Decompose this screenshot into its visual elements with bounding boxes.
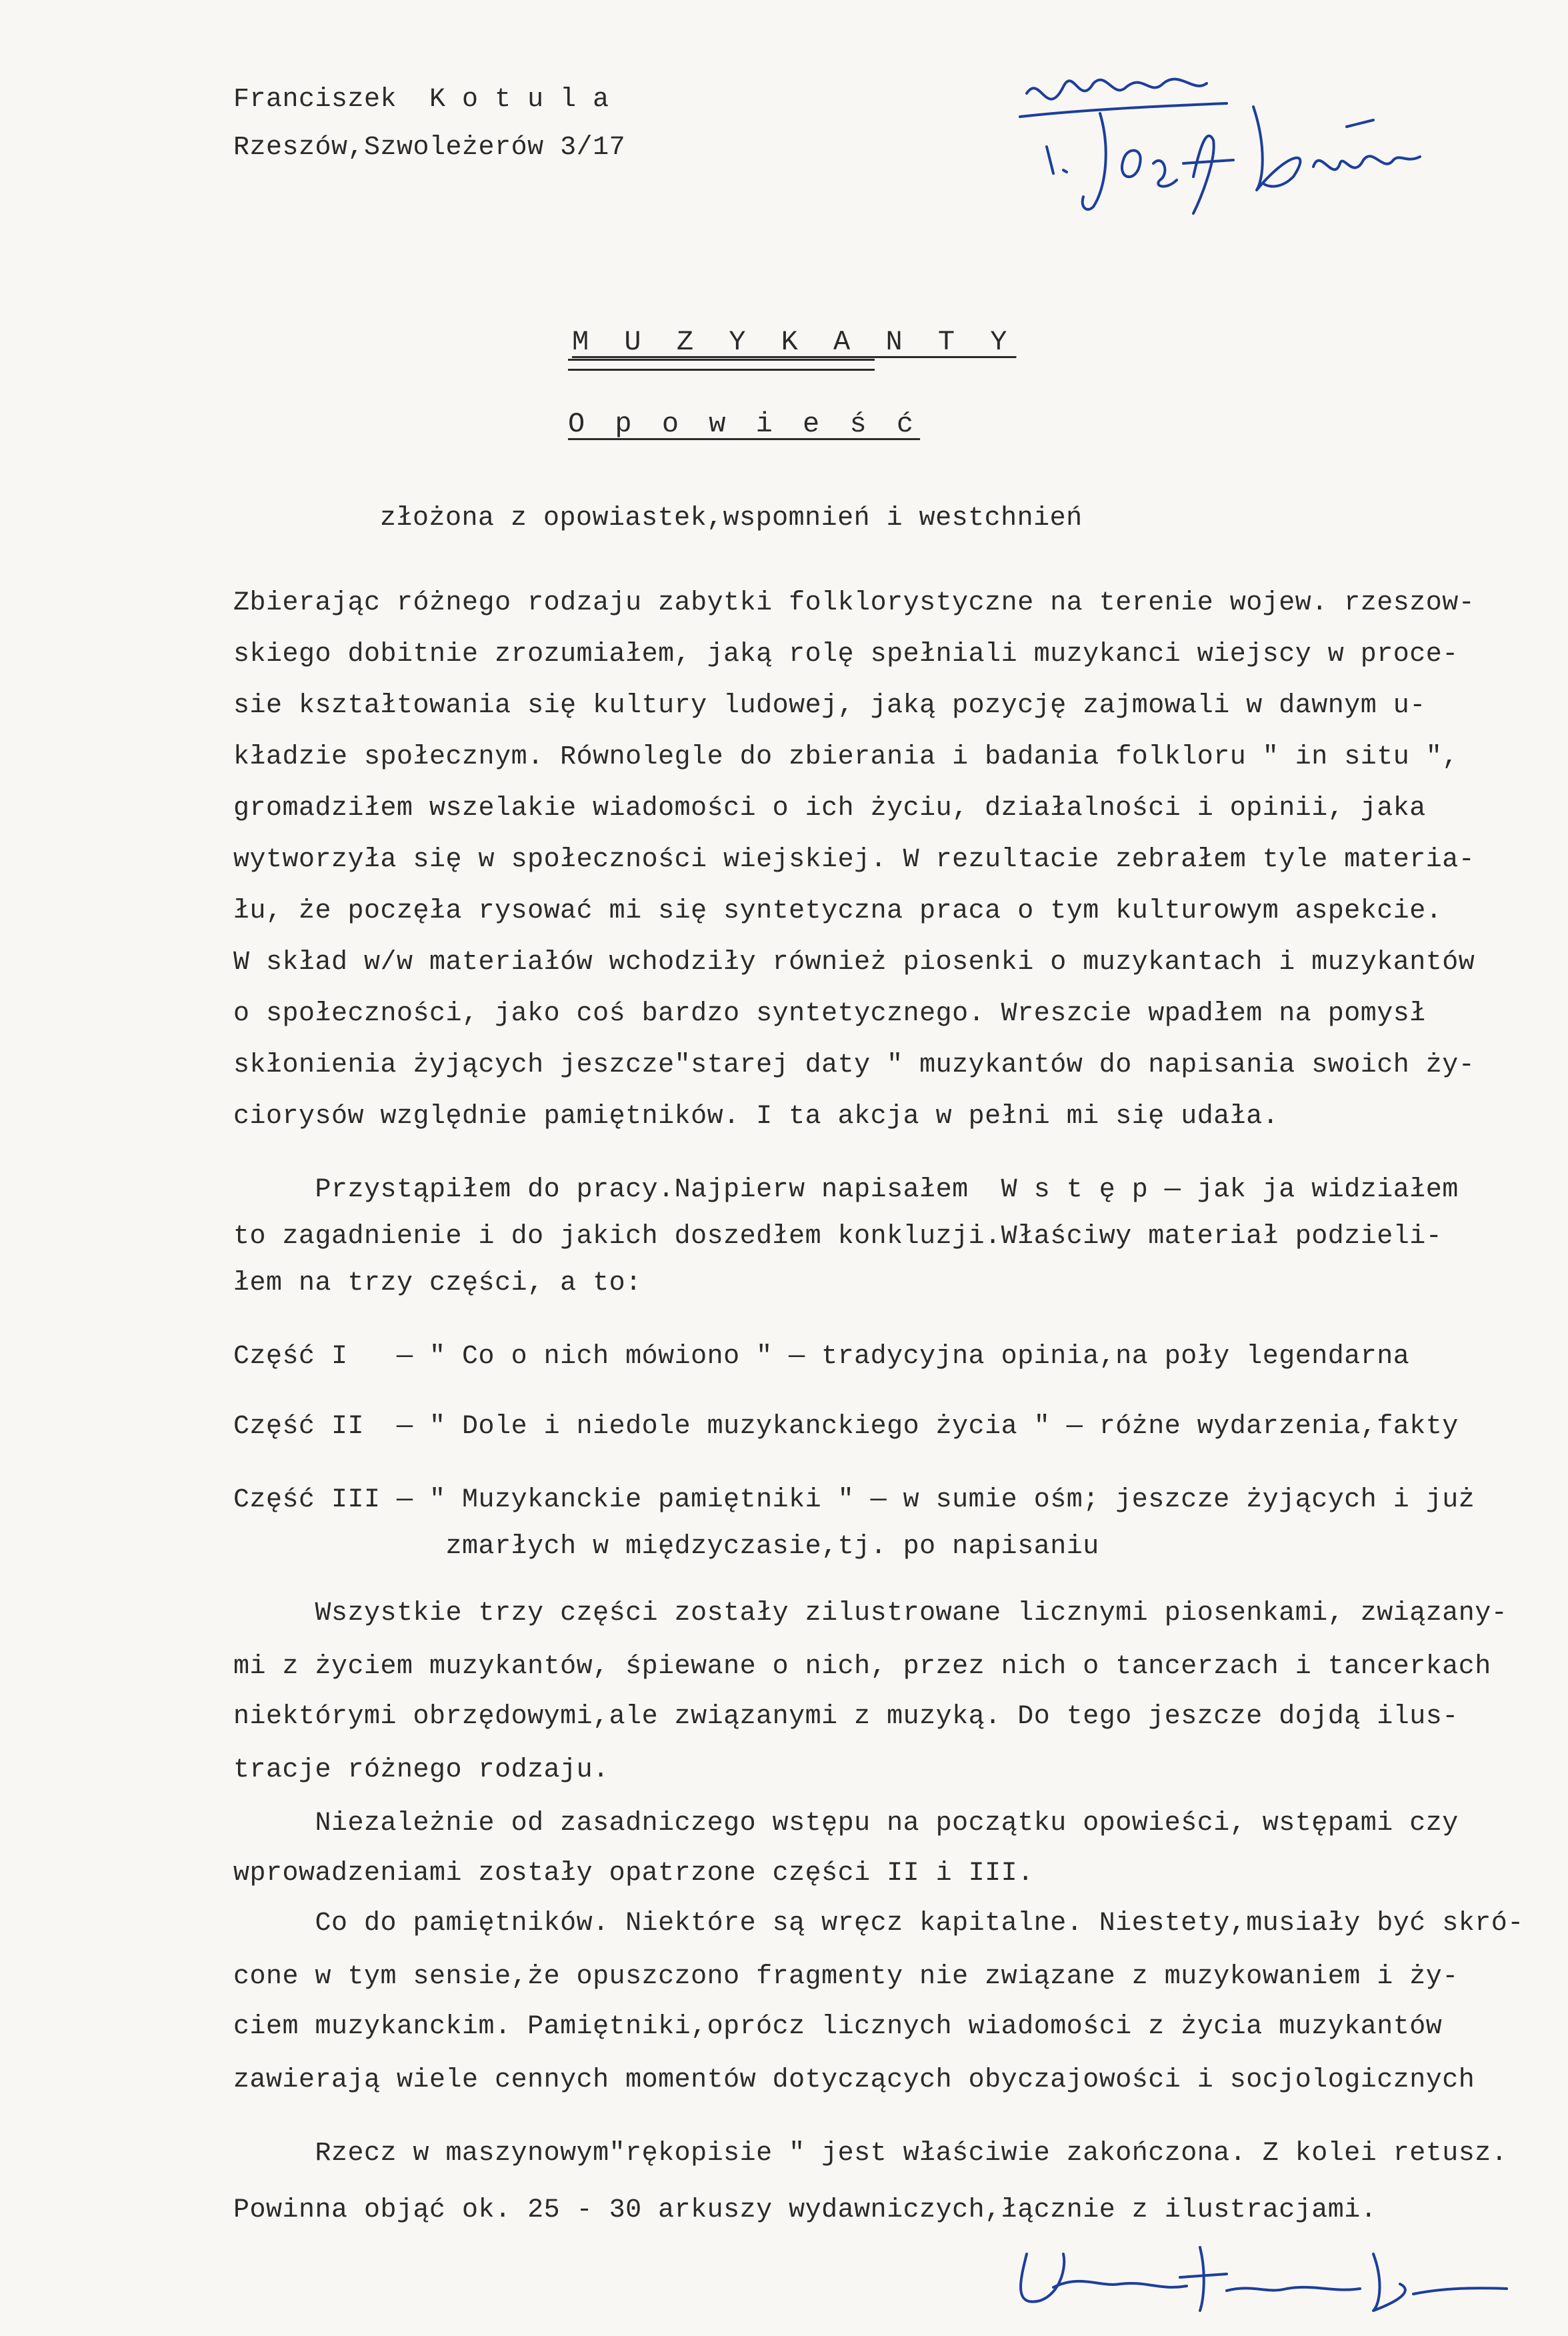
- para1-line: o społeczności, jako coś bardzo syntetycznego. Wreszcie wpadłem na pomysł: [233, 999, 1426, 1029]
- para6-line: Powinna objąć ok. 25 - 30 arkuszy wydawniczych,łącznie z ilustracjami.: [233, 2195, 1377, 2225]
- handwritten-signature: [1000, 2227, 1533, 2321]
- para3-line: tracje różnego rodzaju.: [233, 1755, 609, 1785]
- para1-line: ciorysów względnie pamiętników. I ta akcja w pełni mi się udała.: [233, 1102, 1279, 1132]
- document-subtitle: O p o w i e ś ć: [568, 408, 921, 440]
- document-title: M U Z Y K A N T Y: [572, 326, 1017, 358]
- para3-line: niektórymi obrzędowymi,ale związanymi z muzyką. Do tego jeszcze dojdą ilus-: [233, 1702, 1459, 1732]
- para3-line: mi z życiem muzykantów, śpiewane o nich, przez nich o tancerzach i tancerkach: [233, 1652, 1491, 1682]
- para1-line: skiego dobitnie zrozumiałem, jaką rolę spełniali muzykanci wiejscy w proce-: [233, 640, 1459, 670]
- para2-line: Przystąpiłem do pracy.Najpierw napisałem W s t ę p — jak ja widziałem: [233, 1175, 1459, 1205]
- part-entry: Część I — " Co o nich mówiono " — tradycyjna opinia,na poły legendarna: [233, 1342, 1410, 1372]
- para3-line: Wszystkie trzy części zostały zilustrowane licznymi piosenkami, związany-: [233, 1598, 1508, 1628]
- document-subheading: złożona z opowiastek,wspomnień i westchnień: [380, 503, 1083, 533]
- para1-line: Zbierając różnego rodzaju zabytki folklorystyczne na terenie wojew. rzeszow-: [233, 588, 1475, 618]
- para4-line: Niezależnie od zasadniczego wstępu na początku opowieści, wstępami czy: [233, 1809, 1459, 1839]
- para5-line: zawierają wiele cennych momentów dotyczących obyczajowości i socjologicznych: [233, 2065, 1475, 2095]
- para1-line: W skład w/w materiałów wchodziły również piosenki o muzykantach i muzykantów: [233, 948, 1475, 978]
- para1-line: sie kształtowania się kultury ludowej, jaką pozycję zajmowali w dawnym u-: [233, 691, 1426, 721]
- part-entry: Część III — " Muzykanckie pamiętniki " — w sumie ośm; jeszcze żyjących i już: [233, 1485, 1475, 1515]
- para2-line: łem na trzy części, a to:: [233, 1268, 642, 1298]
- para2-line: to zagadnienie i do jakich doszedłem konkluzji.Właściwy materiał podzieli-: [233, 1222, 1443, 1252]
- para4-line: wprowadzeniami zostały opatrzone części II i III.: [233, 1859, 1034, 1889]
- part-entry: zmarłych w międzyczasie,tj. po napisaniu: [233, 1532, 1099, 1562]
- para1-line: łu, że poczęła rysować mi się syntetyczna praca o tym kulturowym aspekcie.: [233, 896, 1443, 926]
- para1-line: kładzie społecznym. Równolegle do zbierania i badania folkloru " in situ ",: [233, 742, 1459, 772]
- para1-line: wytworzyła się w społeczności wiejskiej. W rezultacie zebrałem tyle materia-: [233, 845, 1475, 875]
- part-entry: Część II — " Dole i niedole muzykanckiego życia " — różne wydarzenia,fakty: [233, 1412, 1459, 1442]
- para6-line: Rzecz w maszynowym"rękopisie " jest właściwie zakończona. Z kolei retusz.: [233, 2139, 1508, 2169]
- para5-line: ciem muzykanckim. Pamiętniki,oprócz licznych wiadomości z życia muzykantów: [233, 2012, 1443, 2042]
- author-name: Franciszek K o t u l a: [233, 85, 609, 115]
- title-double-underline: [568, 359, 875, 371]
- author-address: Rzeszów,Szwoleżerów 3/17: [233, 133, 626, 163]
- para1-line: skłonienia żyjących jeszcze"starej daty " muzykantów do napisania swoich ży-: [233, 1050, 1475, 1080]
- para5-line: cone w tym sensie,że opuszczono fragmenty nie związane z muzykowaniem i ży-: [233, 1962, 1459, 1992]
- para1-line: gromadziłem wszelakie wiadomości o ich życiu, działalności i opinii, jaka: [233, 794, 1426, 824]
- handwritten-annotation: [1000, 47, 1453, 220]
- para5-line: Co do pamiętników. Niektóre są wręcz kapitalne. Niestety,musiały być skró-: [233, 1909, 1524, 1939]
